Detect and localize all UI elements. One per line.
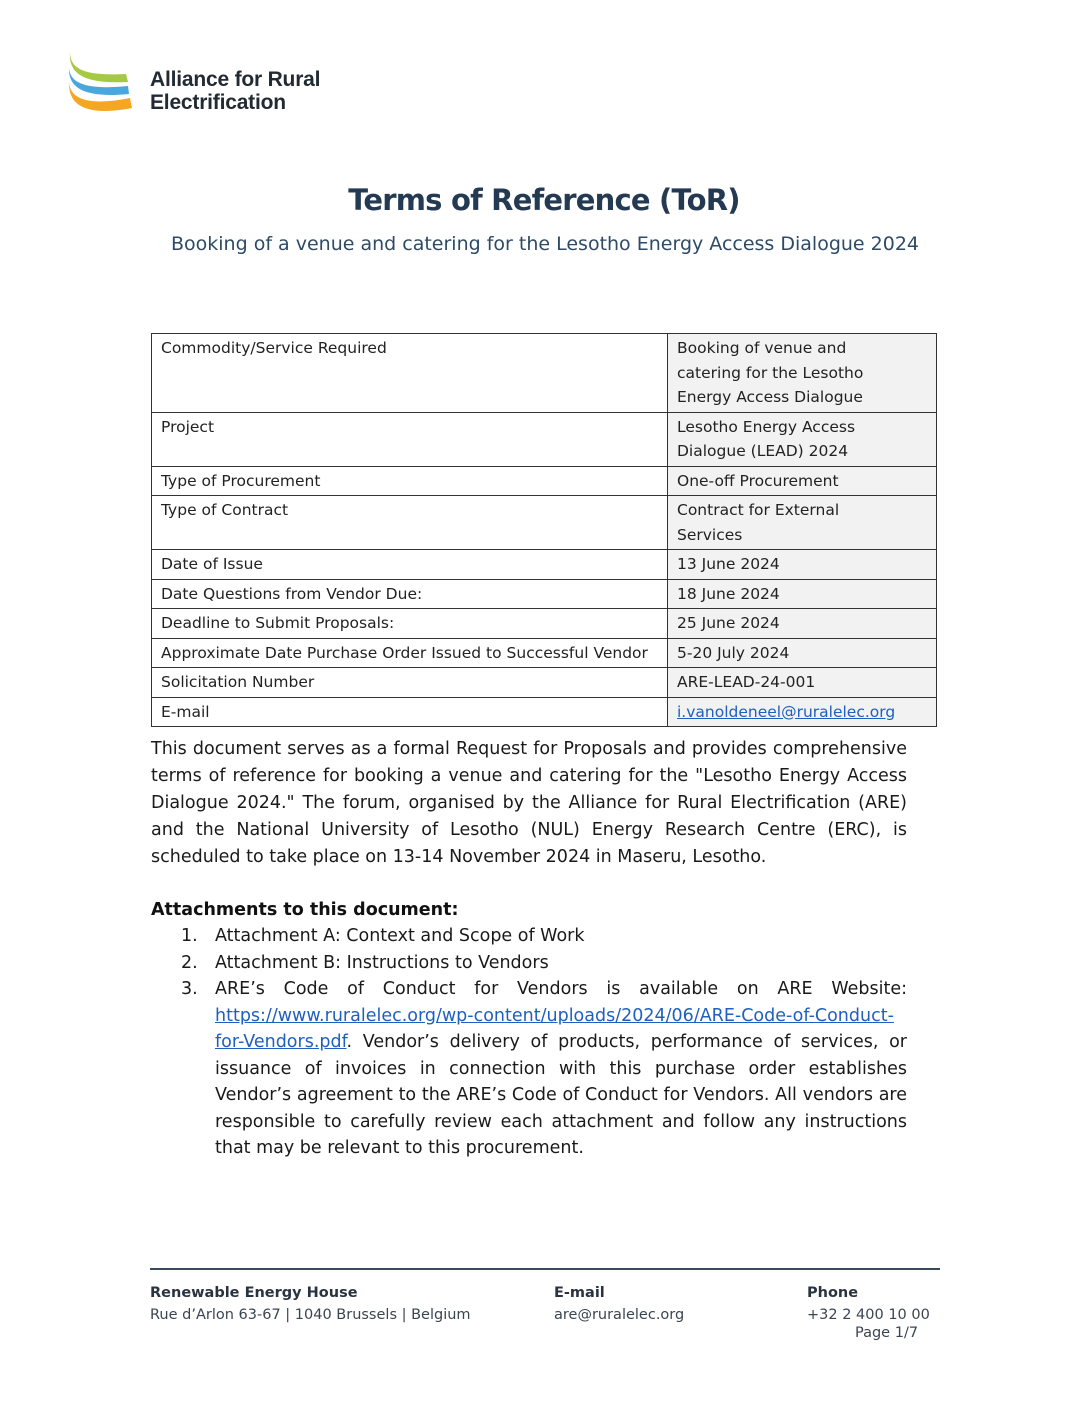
table-cell-label: Solicitation Number bbox=[152, 668, 668, 698]
intro-paragraph: This document serves as a formal Request for Proposals and provides comprehensive terms of reference for booking a venue and catering for the "Lesotho Energy Access Dialogue 2024." The forum, organised by the Alliance for Rural Electrification (ARE) and the National University of Lesotho (NUL) Energy Research Centre (ERC), is scheduled to take place on 13-14 November 2024 in Maseru, Lesotho. bbox=[151, 739, 907, 867]
list-item-text-before: ARE’s Code of Conduct for Vendors is available on ARE Website: bbox=[215, 979, 907, 999]
table-cell-value: Lesotho Energy Access Dialogue (LEAD) 2024 bbox=[668, 412, 937, 466]
document-subtitle: Booking of a venue and catering for the Lesotho Energy Access Dialogue 2024 bbox=[170, 233, 920, 255]
footer-email-heading: E-mail bbox=[554, 1285, 605, 1301]
footer-address bbox=[150, 1282, 471, 1326]
footer-phone-heading: Phone bbox=[807, 1285, 859, 1301]
table-row bbox=[152, 496, 937, 550]
table-row bbox=[152, 668, 937, 698]
contact-email-link[interactable]: i.vanoldeneel@ruralelec.org bbox=[677, 702, 896, 721]
footer-email-text: are@ruralelec.org bbox=[554, 1307, 685, 1323]
table-row bbox=[152, 466, 937, 496]
footer-address-heading: Renewable Energy House bbox=[150, 1285, 358, 1301]
are-logo-icon bbox=[66, 50, 136, 120]
list-item bbox=[151, 976, 907, 1162]
list-number: 2. bbox=[181, 952, 198, 973]
list-item-text: Attachment A: Context and Scope of Work bbox=[215, 926, 585, 946]
table-cell-label: Approximate Date Purchase Order Issued to Successful Vendor bbox=[152, 638, 668, 668]
table-row bbox=[152, 550, 937, 580]
table-cell-label: Date of Issue bbox=[152, 550, 668, 580]
table-cell-label: Project bbox=[152, 412, 668, 466]
table-cell-value: 18 June 2024 bbox=[668, 579, 937, 609]
table-cell-label: E-mail bbox=[152, 697, 668, 727]
table-cell-value bbox=[668, 697, 937, 727]
table-cell-value: 13 June 2024 bbox=[668, 550, 937, 580]
are-logo bbox=[66, 50, 366, 120]
table-cell-value: ARE-LEAD-24-001 bbox=[668, 668, 937, 698]
document-title: Terms of Reference (ToR) bbox=[348, 183, 740, 217]
list-item-text-after: . Vendor’s delivery of products, performance of services, or issuance of invoices in connection with this purchase order establishes Vendor’s agreement to the ARE’s Code of Conduct for Vendors. All vendors are responsible to carefully review each attachment and follow any instructions that may be relevant to this procurement. bbox=[215, 1032, 907, 1158]
table-cell-value: 25 June 2024 bbox=[668, 609, 937, 639]
table-cell-label: Date Questions from Vendor Due: bbox=[152, 579, 668, 609]
attachments-list bbox=[151, 923, 907, 1162]
procurement-info-table bbox=[151, 333, 937, 727]
table-cell-label: Deadline to Submit Proposals: bbox=[152, 609, 668, 639]
table-cell-label: Type of Procurement bbox=[152, 466, 668, 496]
table-row bbox=[152, 412, 937, 466]
footer-address-text: Rue d’Arlon 63-67 | 1040 Brussels | Belgium bbox=[150, 1307, 471, 1323]
table-row bbox=[152, 638, 937, 668]
footer-divider bbox=[150, 1268, 940, 1270]
page-number: Page 1/7 bbox=[855, 1325, 919, 1341]
table-row bbox=[152, 609, 937, 639]
table-cell-value: One-off Procurement bbox=[668, 466, 937, 496]
code-of-conduct-link[interactable]: https://www.ruralelec.org/wp-content/uploads/2024/06/ARE-Code-of-Conduct-for-Vendors.pdf bbox=[215, 1005, 894, 1052]
logo-text bbox=[150, 68, 320, 114]
table-row bbox=[152, 334, 937, 413]
table-cell-value: 5-20 July 2024 bbox=[668, 638, 937, 668]
list-item bbox=[151, 923, 907, 950]
table-cell-label: Type of Contract bbox=[152, 496, 668, 550]
logo-text-line1: Alliance for Rural bbox=[150, 68, 321, 91]
table-cell-value: Booking of venue and catering for the Lesotho Energy Access Dialogue bbox=[668, 334, 937, 413]
table-row bbox=[152, 579, 937, 609]
list-item bbox=[151, 950, 907, 977]
footer-email bbox=[554, 1282, 684, 1326]
footer-phone-text: +32 2 400 10 00 bbox=[807, 1307, 930, 1323]
list-item-text: Attachment B: Instructions to Vendors bbox=[215, 952, 549, 973]
table-cell-value: Contract for External Services bbox=[668, 496, 937, 550]
logo-text-line2: Electrification bbox=[150, 91, 286, 114]
list-number: 1. bbox=[181, 926, 198, 946]
attachments-heading: Attachments to this document: bbox=[151, 900, 459, 920]
table-cell-label: Commodity/Service Required bbox=[152, 334, 668, 413]
table-row bbox=[152, 697, 937, 727]
footer-phone bbox=[807, 1282, 930, 1326]
list-number: 3. bbox=[181, 979, 198, 999]
